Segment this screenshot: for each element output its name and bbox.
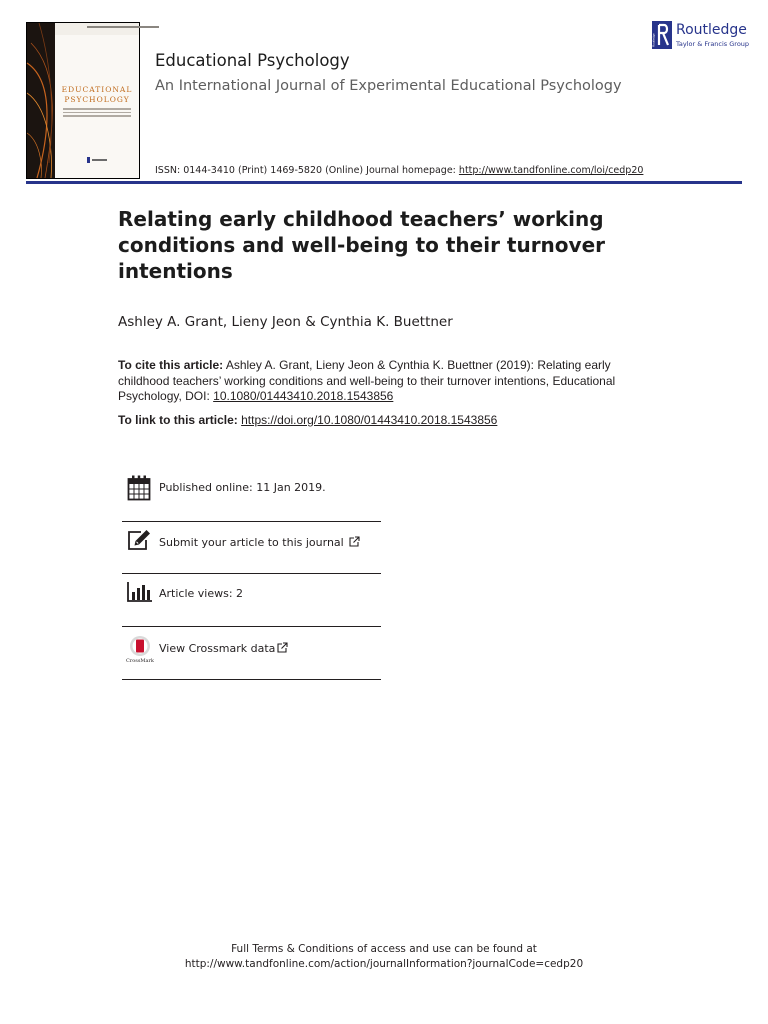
issn-line (155, 165, 643, 176)
routledge-logo-icon (652, 21, 672, 49)
crossmark-row[interactable] (122, 628, 381, 680)
bar-chart-icon (127, 582, 153, 602)
edit-icon (127, 529, 151, 551)
citation-block (118, 358, 638, 405)
submit-article-link[interactable] (159, 536, 360, 549)
submit-row[interactable] (122, 522, 381, 574)
external-link-icon (277, 642, 288, 653)
cover-publisher-logo (87, 157, 107, 163)
published-date: Published online: 11 Jan 2019. (159, 481, 326, 494)
published-row-rule (122, 470, 381, 522)
divider (122, 679, 381, 680)
crossmark-icon (125, 635, 155, 663)
divider (122, 573, 381, 574)
link-label: To link to this article: (118, 413, 242, 427)
doi-link[interactable]: 10.1080/01443410.2018.1543856 (213, 389, 394, 403)
cover-title-line-2: PSYCHOLOGY (64, 95, 130, 104)
routledge-logo-vertical-text: Routledge (651, 33, 656, 47)
article-title: Relating early childhood teachers’ working conditions and well-being to their turnover intentions (118, 207, 606, 283)
cite-label: To cite this article: (118, 358, 224, 372)
divider (122, 626, 381, 627)
terms-footer (0, 942, 768, 972)
views-row (122, 575, 381, 627)
cover-subtitle-lines (63, 108, 131, 119)
journal-homepage-link[interactable]: http://www.tandfonline.com/loi/cedp20 (458, 165, 644, 176)
issn-text: ISSN: 0144-3410 (Print) 1469-5820 (Online) Journal homepage: (155, 165, 459, 176)
external-link-icon (349, 536, 360, 547)
crossmark-label: View Crossmark data (159, 642, 276, 655)
crossmark-caption: CrossMark (126, 658, 154, 664)
terms-line: Full Terms & Conditions of access and use can be found at (231, 943, 537, 955)
journal-subtitle: An International Journal of Experimental Educational Psychology (155, 78, 622, 94)
cite-text: Ashley A. Grant, Lieny Jeon & Cynthia K. Buettner (2019): Relating early childhood teachers’ working conditions and well-being to their turnover intentions, Educational Psychology, DOI: (118, 358, 616, 403)
link-block (118, 413, 638, 429)
cover-title-line-1: EDUCATIONAL (61, 85, 133, 94)
publisher-name: Routledge (676, 22, 747, 38)
terms-url[interactable]: http://www.tandfonline.com/action/journalInformation?journalCode=cedp20 (184, 958, 584, 970)
crossmark-link[interactable] (159, 642, 288, 655)
journal-cover-image (26, 22, 140, 179)
article-link[interactable]: https://doi.org/10.1080/01443410.2018.1543856 (241, 413, 498, 427)
publisher-group: Taylor & Francis Group (676, 40, 750, 48)
article-authors: Ashley A. Grant, Lieny Jeon & Cynthia K. Buettner (118, 314, 453, 330)
submit-article-label: Submit your article to this journal (159, 536, 344, 549)
article-views: Article views: 2 (159, 587, 244, 600)
journal-title: Educational Psychology (155, 51, 350, 70)
header-divider (26, 181, 742, 184)
